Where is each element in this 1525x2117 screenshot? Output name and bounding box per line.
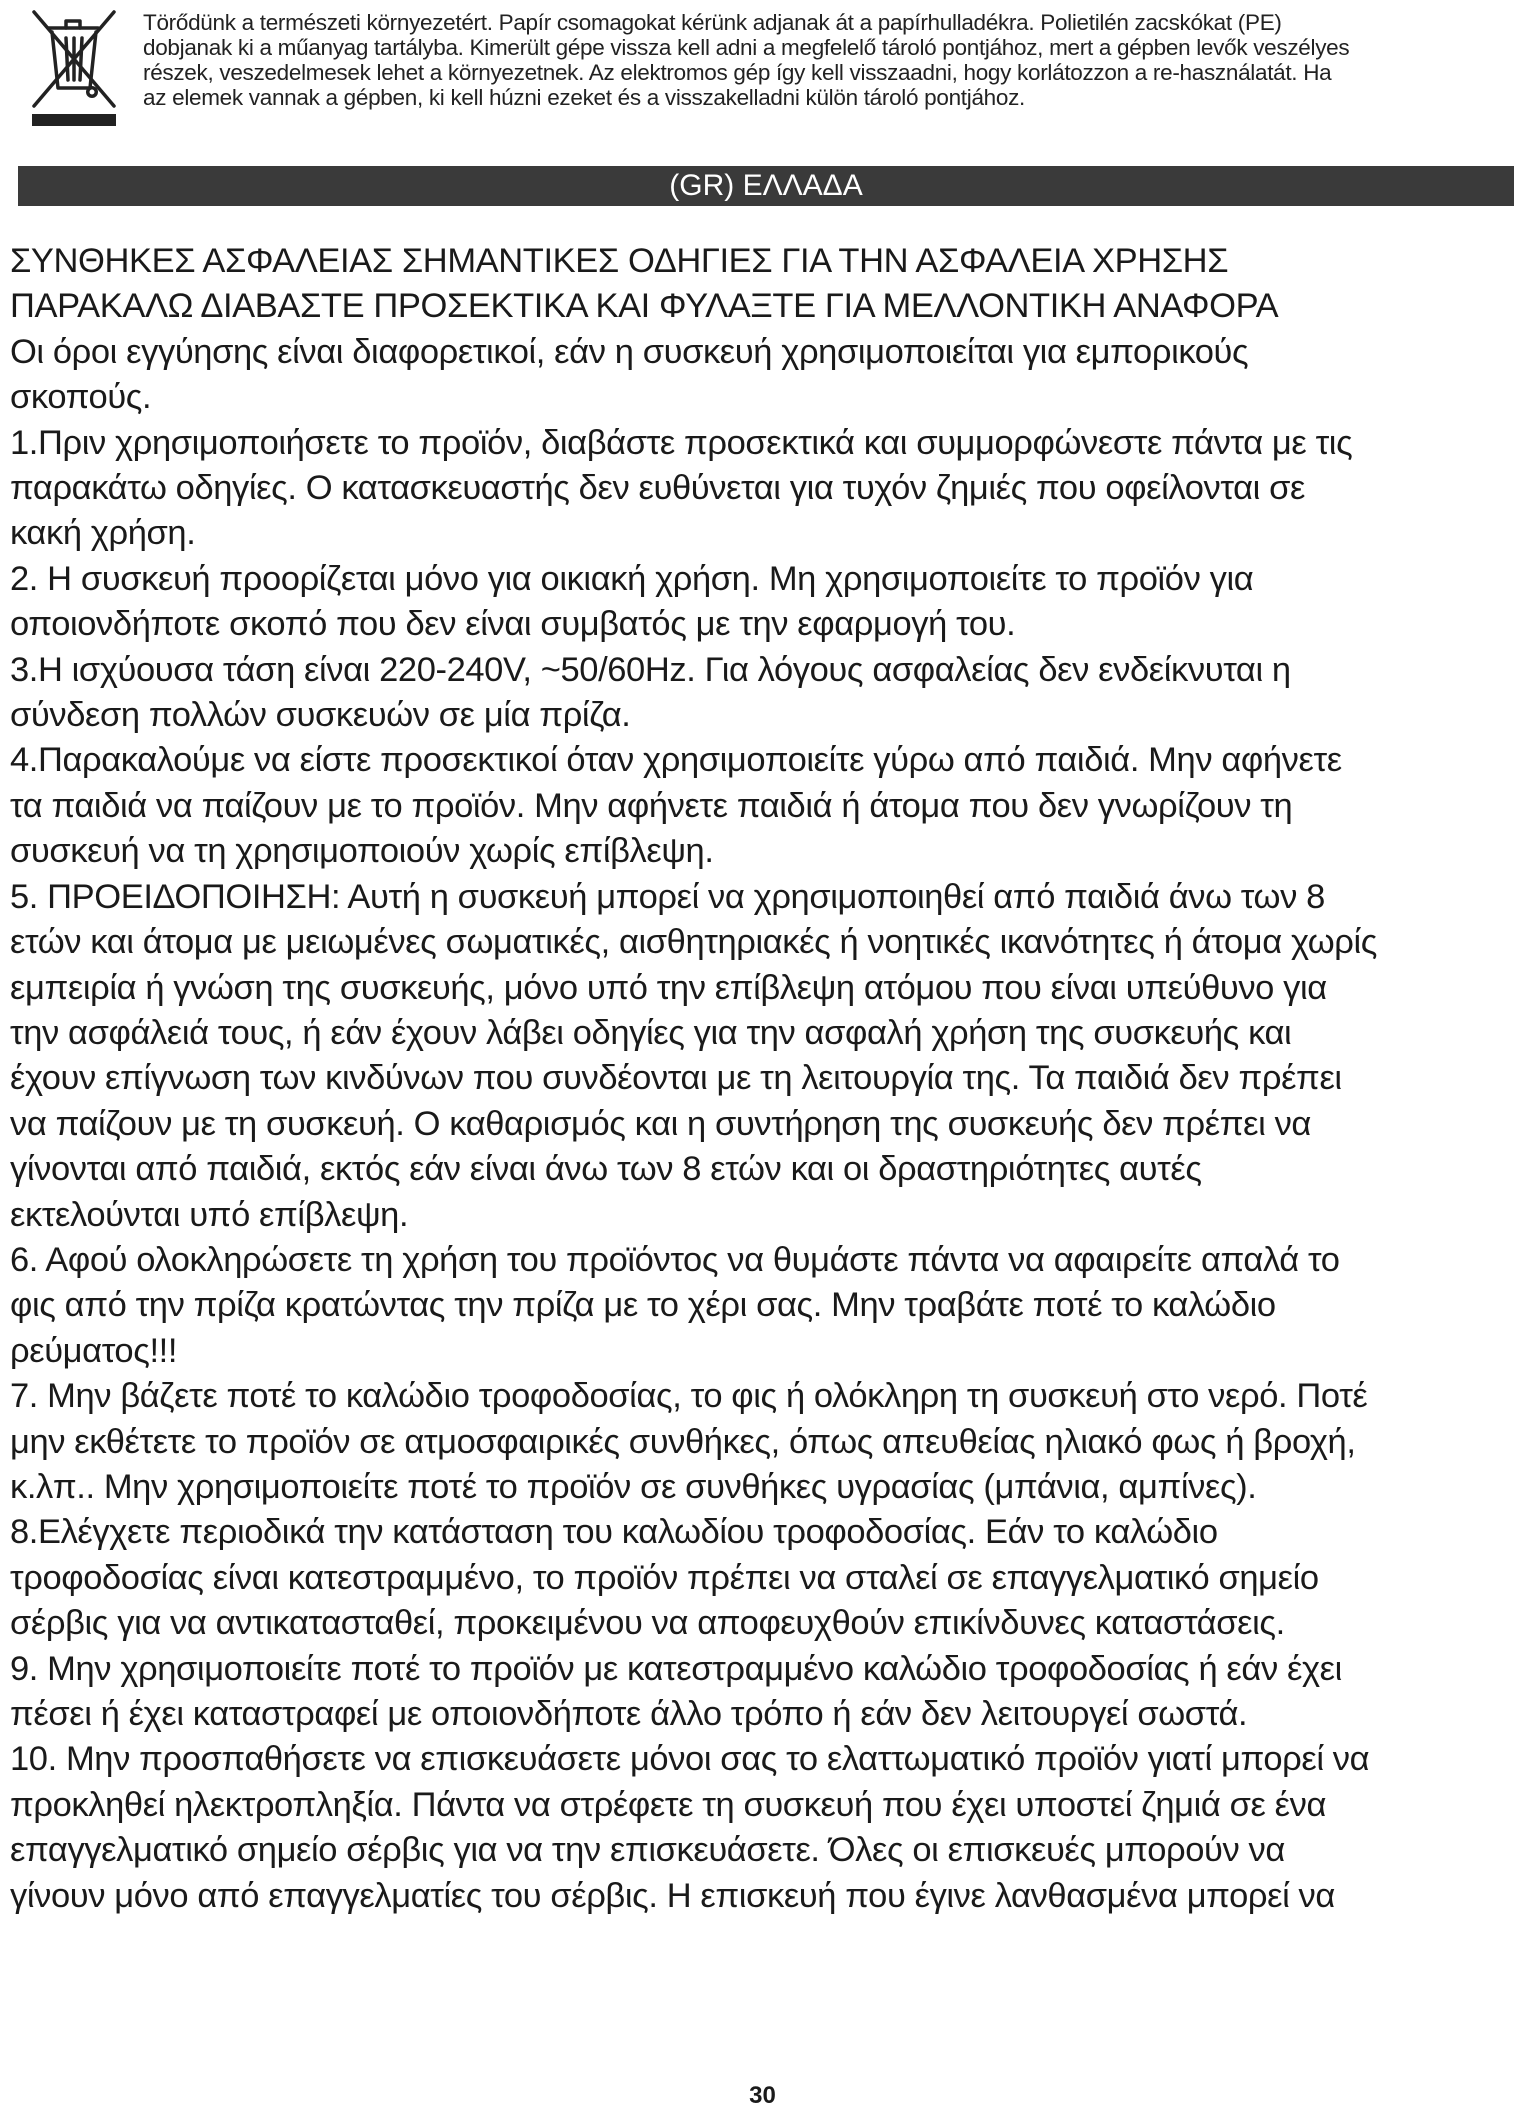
instruction-line: 4.Παρακαλούμε να είστε προσεκτικοί όταν χρησιμοποιείτε γύρω από παιδιά. Μην αφήνετε [10, 741, 1342, 780]
instruction-line: επαγγελματικό σημείο σέρβις για να την επισκευάσετε. Όλες οι επισκευές μπορούν να [10, 1831, 1285, 1870]
instruction-line: ρεύματος!!! [10, 1331, 178, 1370]
instruction-line: την ασφάλειά τους, ή εάν έχουν λάβει οδηγίες για την ασφαλή χρήση της συσκευής και [10, 1013, 1292, 1052]
instruction-line: τροφοδοσίας είναι κατεστραμμένο, το προϊόν πρέπει να σταλεί σε επαγγελματικό σημείο [10, 1558, 1319, 1597]
instruction-line: κακή χρήση. [10, 514, 196, 553]
recycling-notice-line: dobjanak ki a műanyag tartályba. Kimerült gépe vissza kell adni a megfelelő tároló pontjához, mert a gépben levők veszélyes [143, 35, 1350, 60]
instruction-line: έχουν επίγνωση των κινδύνων που συνδέονται με τη λειτουργία της. Τα παιδιά δεν πρέπει [10, 1059, 1342, 1098]
instruction-line: 1.Πριν χρησιμοποιήσετε το προϊόν, διαβάστε προσεκτικά και συμμορφώνεστε πάντα με τις [10, 423, 1353, 462]
instruction-line: μην εκθέτετε το προϊόν σε ατμοσφαιρικές συνθήκες, όπως απευθείας ηλιακό φως ή βροχή, [10, 1422, 1356, 1461]
instruction-line: πέσει ή έχει καταστραφεί με οποιονδήποτε άλλο τρόπο ή εάν δεν λειτουργεί σωστά. [10, 1695, 1248, 1733]
recycling-notice-line: részek, veszedelmesek lehet a környezetnek. Az elektromos gép így kell visszaadni, hogy korlátozzon a re-használatát. Ha [143, 60, 1332, 85]
instruction-line: γίνονται από παιδιά, εκτός εάν είναι άνω των 8 ετών και οι δραστηριότητες αυτές [10, 1150, 1202, 1189]
recycling-notice-line: Törődünk a természeti környezetért. Papír csomagokat kérünk adjanak át a papírhulladékra. Polietilén zacskókat (PE) [143, 10, 1282, 35]
instruction-line: εμπειρία ή γνώση της συσκευής, μόνο υπό την επίβλεψη ατόμου που είναι υπεύθυνο για [10, 968, 1327, 1007]
instruction-line: κ.λπ.. Μην χρησιμοποιείτε ποτέ το προϊόν σε συνθήκες υγρασίας (μπάνια, αμπίνες). [10, 1467, 1257, 1506]
instruction-line: ΠΑΡΑΚΑΛΩ ΔΙΑΒΑΣΤΕ ΠΡΟΣΕΚΤΙΚΑ ΚΑΙ ΦΥΛΑΞΤΕ ΓΙΑ ΜΕΛΛΟΝΤΙΚΗ ΑΝΑΦΟΡΑ [10, 287, 1279, 326]
instruction-line: ετών και άτομα με μειωμένες σωματικές, αισθητηριακές ή νοητικές ικανότητες ή άτομα χωρίς [10, 923, 1377, 962]
instruction-line: γίνουν μόνο από επαγγελματίες του σέρβις. Η επισκευή που έγινε λανθασμένα μπορεί να [10, 1876, 1335, 1915]
instruction-line: Οι όροι εγγύησης είναι διαφορετικοί, εάν η συσκευή χρησιμοποιείται για εμπορικούς [10, 332, 1249, 371]
instruction-line: προκληθεί ηλεκτροπληξία. Πάντα να στρέφετε τη συσκευή που έχει υποστεί ζημιά σε ένα [10, 1785, 1327, 1824]
instruction-line: σέρβις για να αντικατασταθεί, προκειμένου να αποφευχθούν επικίνδυνες καταστάσεις. [10, 1604, 1285, 1643]
section-header-bar [18, 166, 1514, 206]
page-number: 30 [749, 2082, 776, 2109]
instruction-line: 2. Η συσκευή προορίζεται μόνο για οικιακή χρήση. Μη χρησιμοποιείτε το προϊόν για [10, 559, 1254, 598]
instruction-line: 9. Μην χρησιμοποιείτε ποτέ το προϊόν με κατεστραμμένο καλώδιο τροφοδοσίας ή εάν έχει [10, 1649, 1342, 1688]
instruction-line: συσκευή να τη χρησιμοποιούν χωρίς επίβλεψη. [10, 832, 714, 871]
crossed-out-wheelie-bin-icon [24, 6, 124, 130]
instruction-line: να παίζουν με τη συσκευή. Ο καθαρισμός και η συντήρηση της συσκευής δεν πρέπει να [10, 1104, 1311, 1143]
instruction-line: 3.Η ισχύουσα τάση είναι 220-240V, ~50/60Hz. Για λόγους ασφαλείας δεν ενδείκνυται η [10, 650, 1291, 689]
instruction-line: 5. ΠΡΟΕΙΔΟΠΟΙΗΣΗ: Αυτή η συσκευή μπορεί να χρησιμοποιηθεί από παιδιά άνω των 8 [10, 877, 1325, 916]
instruction-line: σκοπούς. [10, 378, 152, 417]
recycling-notice [143, 10, 1513, 110]
instruction-line: ΣΥΝΘΗΚΕΣ ΑΣΦΑΛΕΙΑΣ ΣΗΜΑΝΤΙΚΕΣ ΟΔΗΓΙΕΣ ΓΙΑ ΤΗΝ ΑΣΦΑΛΕΙΑ ΧΡΗΣΗΣ [10, 242, 1229, 280]
recycling-notice-line: az elemek vannak a gépben, ki kell húzni ezeket és a visszakelladni külön tároló pontjához. [143, 85, 1025, 110]
instruction-line: 7. Μην βάζετε ποτέ το καλώδιο τροφοδοσίας, το φις ή ολόκληρη τη συσκευή στο νερό. Ποτέ [10, 1377, 1368, 1416]
safety-instructions [10, 239, 1515, 1919]
instruction-line: παρακάτω οδηγίες. Ο κατασκευαστής δεν ευθύνεται για τυχόν ζημιές που οφείλονται σε [10, 469, 1305, 508]
instruction-line: 8.Ελέγχετε περιοδικά την κατάσταση του καλωδίου τροφοδοσίας. Εάν το καλώδιο [10, 1513, 1218, 1552]
instruction-line: εκτελούνται υπό επίβλεψη. [10, 1195, 409, 1234]
instruction-line: 6. Αφού ολοκληρώσετε τη χρήση του προϊόντος να θυμάστε πάντα να αφαιρείτε απαλά το [10, 1240, 1340, 1279]
instruction-line: 10. Μην προσπαθήσετε να επισκευάσετε μόνοι σας το ελαττωματικό προϊόν γιατί μπορεί να [10, 1740, 1370, 1779]
instruction-line: σύνδεση πολλών συσκευών σε μία πρίζα. [10, 696, 631, 735]
section-title: (GR) ΕΛΛΑΔΑ [669, 169, 863, 202]
instruction-line: φις από την πρίζα κρατώντας την πρίζα με το χέρι σας. Μην τραβάτε ποτέ το καλώδιο [10, 1286, 1276, 1325]
instruction-line: τα παιδιά να παίζουν με το προϊόν. Μην αφήνετε παιδιά ή άτομα που δεν γνωρίζουν τη [10, 786, 1293, 825]
instruction-line: οποιονδήποτε σκοπό που δεν είναι συμβατός με την εφαρμογή του. [10, 605, 1016, 644]
